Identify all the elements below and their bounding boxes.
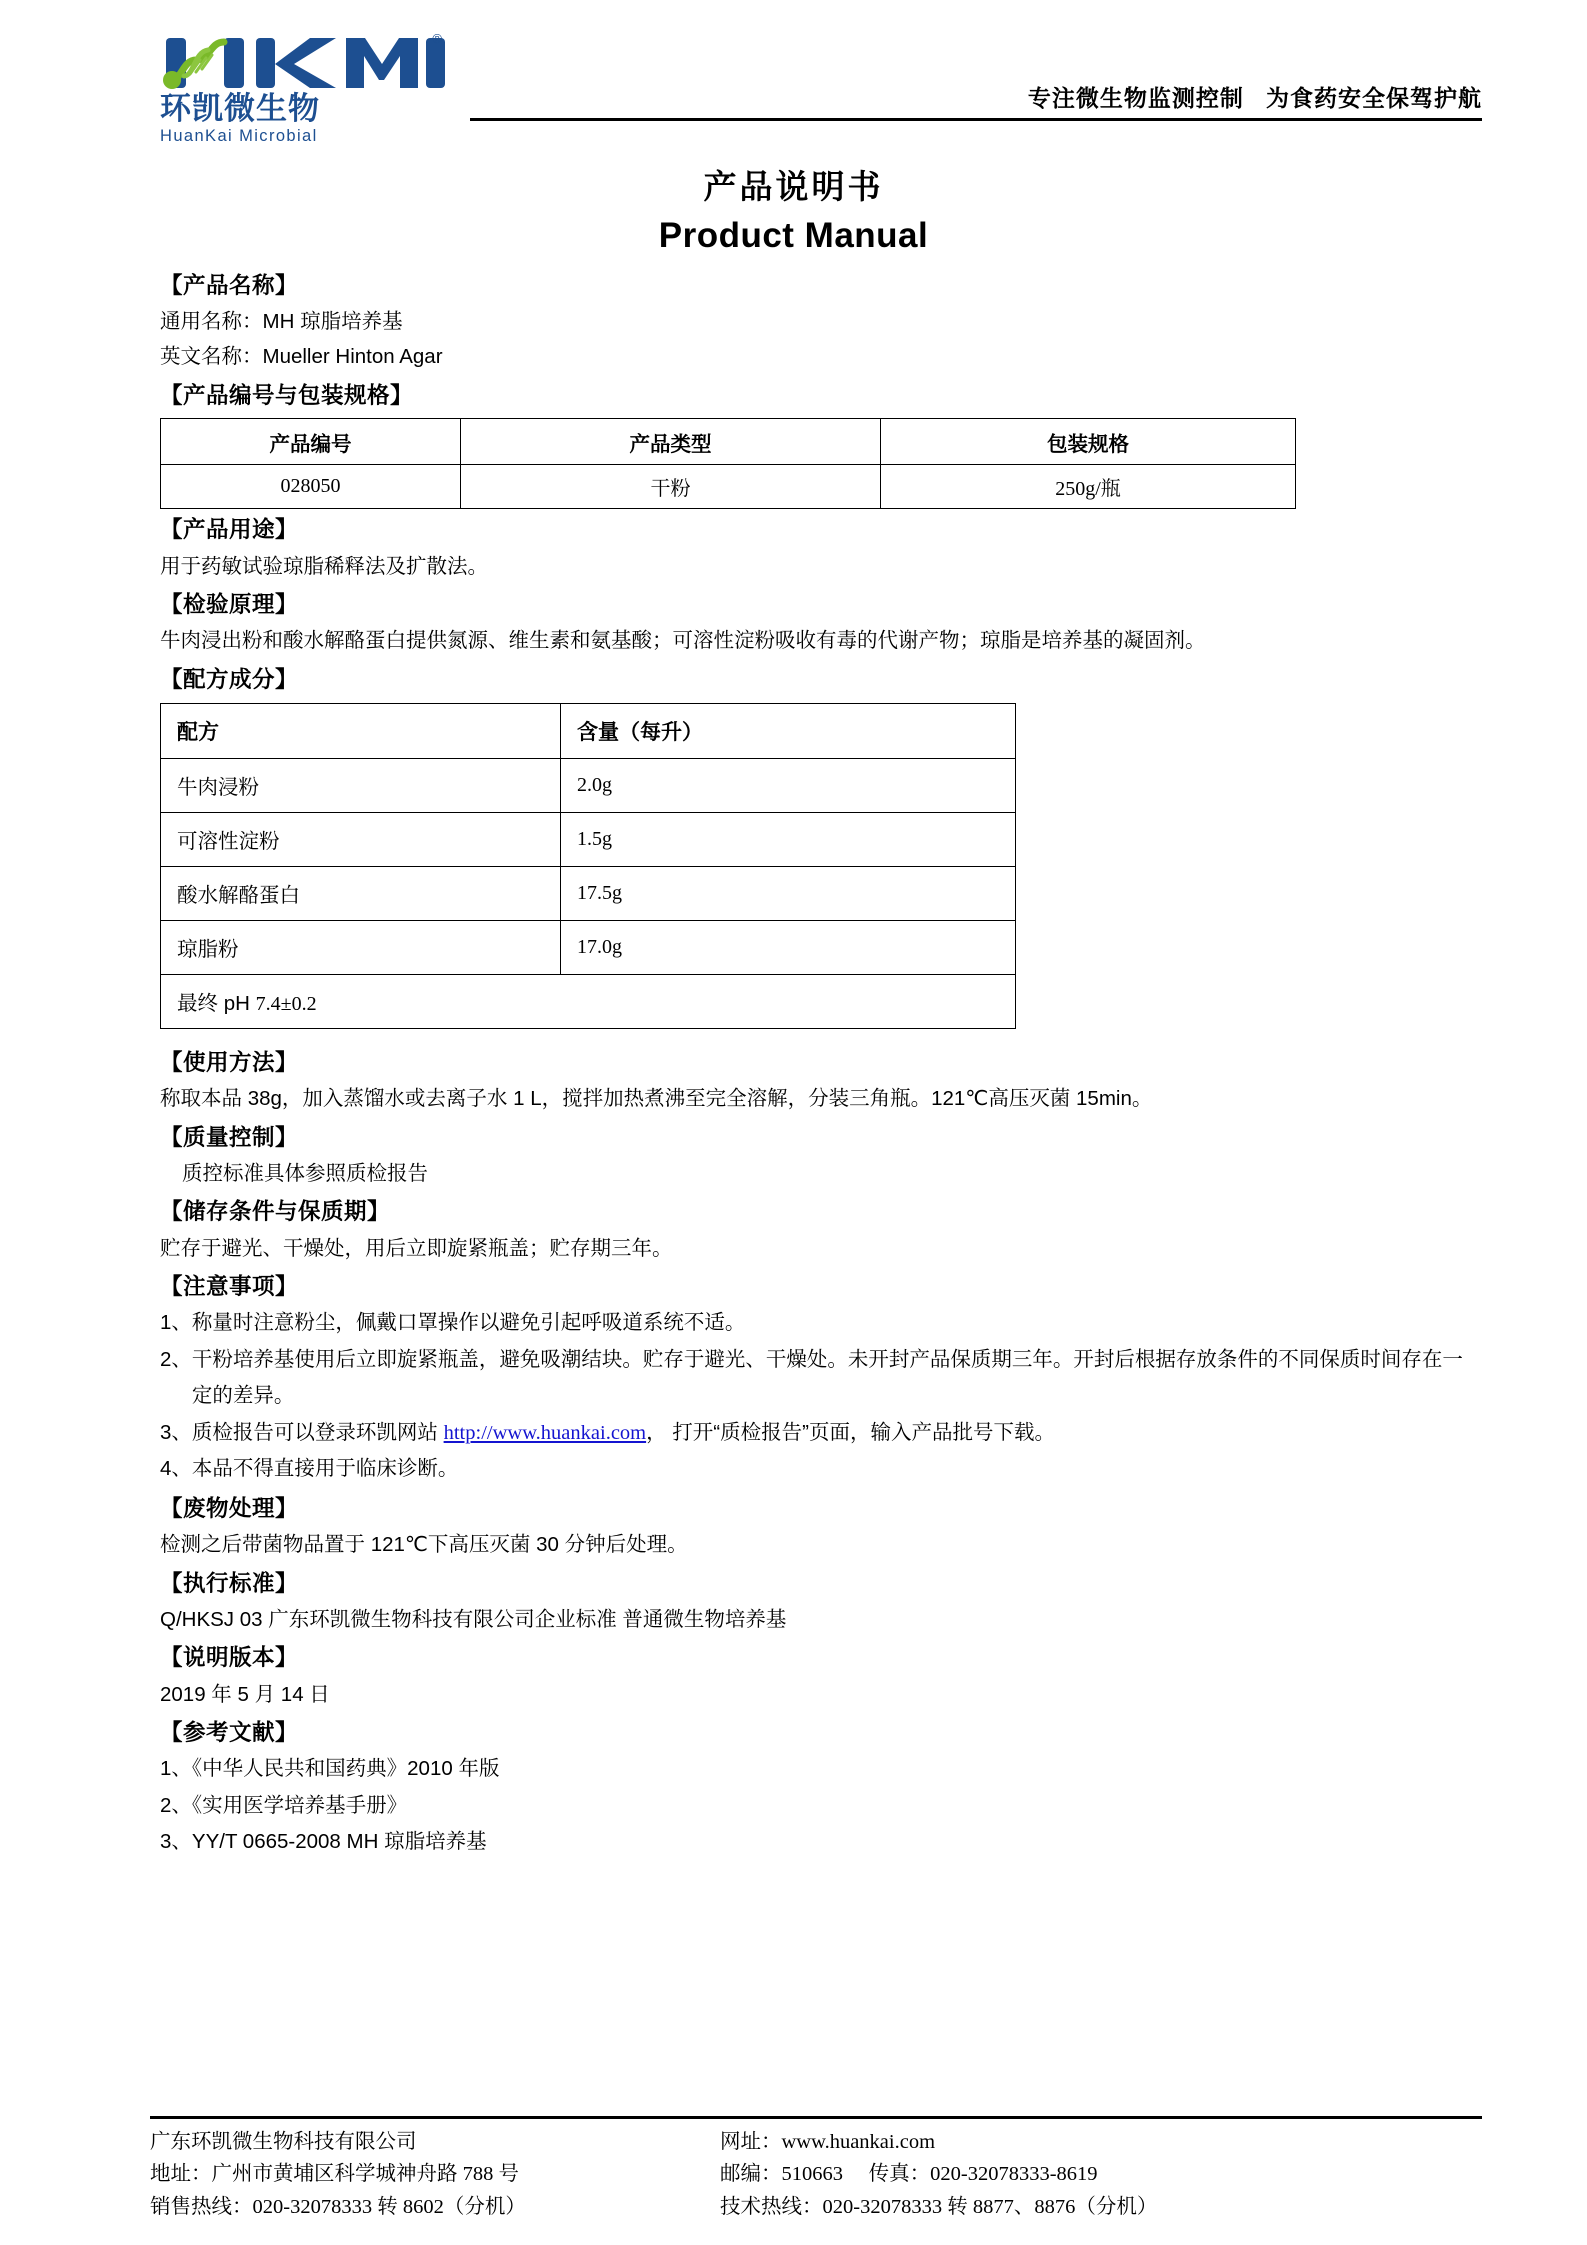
list-item: 2、《实用医学培养基手册》 xyxy=(160,1793,408,1817)
logo-english-name: HuanKai Microbial xyxy=(160,126,318,145)
footer-left-column xyxy=(150,2126,720,2223)
table-row xyxy=(161,465,1296,509)
table-row xyxy=(161,812,1016,866)
spec-cell-type: 干粉 xyxy=(461,465,881,509)
table-header-row xyxy=(161,419,1296,465)
generic-name-line xyxy=(160,304,1482,339)
header-divider xyxy=(470,118,1482,121)
spec-col-header-type: 产品类型 xyxy=(461,419,881,465)
table-row xyxy=(161,866,1016,920)
section-heading-references: 【参考文献】 xyxy=(160,1719,299,1745)
usage-text: 称取本品 38g，加入蒸馏水或去离子水 1 L，搅拌加热煮沸至完全溶解，分装三角瓶。121℃高压灭菌 15min。 xyxy=(160,1087,1153,1111)
formula-cell-name: 牛肉浸粉 xyxy=(161,758,561,812)
formula-cell-name: 酸水解酪蛋白 xyxy=(161,866,561,920)
precaution-number: 3、 xyxy=(160,1420,192,1444)
header-tagline: 专注微生物监测控制 为食药安全保驾护航 xyxy=(1027,85,1482,111)
spec-col-header-code: 产品编号 xyxy=(161,419,461,465)
list-item xyxy=(160,1305,1482,1341)
footer-sales-hotline: 销售热线：020-32078333 转 8602（分机） xyxy=(150,2195,526,2218)
precaution-number: 2、 xyxy=(160,1347,192,1371)
formula-cell-amount: 2.0g xyxy=(561,758,1016,812)
precaution-number: 4、 xyxy=(160,1457,192,1481)
english-name-label: 英文名称： xyxy=(160,345,263,369)
footer-right-column xyxy=(720,2126,1482,2223)
precaution-text-after: ， 打开“质检报告”页面，输入产品批号下载。 xyxy=(646,1420,1055,1444)
standard-text: Q/HKSJ 03 广东环凯微生物科技有限公司企业标准 普通微生物培养基 xyxy=(160,1607,787,1631)
footer-tech-hotline: 技术热线：020-32078333 转 8877、8876（分机） xyxy=(720,2195,1158,2218)
spec-table xyxy=(160,418,1296,509)
formula-cell-amount: 17.5g xyxy=(561,866,1016,920)
list-item: 1、《中华人民共和国药典》2010 年版 xyxy=(160,1757,500,1781)
section-heading-principle: 【检验原理】 xyxy=(160,591,299,617)
list-item xyxy=(160,1342,1482,1415)
footer-columns xyxy=(150,2126,1482,2223)
section-heading-product-name: 【产品名称】 xyxy=(160,272,299,298)
quality-control-text: 质控标准具体参照质检报告 xyxy=(182,1162,428,1186)
formula-table xyxy=(160,703,1016,1029)
table-row xyxy=(161,920,1016,974)
generic-name-label: 通用名称： xyxy=(160,310,263,334)
registered-trademark-icon: ® xyxy=(432,31,442,46)
footer-address: 地址：广州市黄埔区科学城神舟路 788 号 xyxy=(150,2163,519,2186)
english-name-value: Mueller Hinton Agar xyxy=(262,345,443,369)
principle-text: 牛肉浸出粉和酸水解酪蛋白提供氮源、维生素和氨基酸；可溶性淀粉吸收有毒的代谢产物；琼脂是培养基的凝固剂。 xyxy=(160,629,1206,653)
hkm-logo-icon xyxy=(160,30,450,92)
formula-cell-amount: 17.0g xyxy=(561,920,1016,974)
header-tagline-wrap xyxy=(460,22,1482,113)
huankai-website-link[interactable]: http://www.huankai.com xyxy=(443,1421,647,1444)
formula-cell-name: 可溶性淀粉 xyxy=(161,812,561,866)
list-item xyxy=(160,1415,1482,1451)
section-heading-quality-control: 【质量控制】 xyxy=(160,1124,299,1150)
document-content xyxy=(0,259,1587,1861)
formula-ph-label: 最终 pH xyxy=(177,992,256,1016)
page-footer xyxy=(150,2116,1482,2223)
precaution-text: 称量时注意粉尘，佩戴口罩操作以避免引起呼吸道系统不适。 xyxy=(191,1311,746,1335)
english-name-line xyxy=(160,339,1482,374)
section-heading-purpose: 【产品用途】 xyxy=(160,517,299,543)
page-title-en: Product Manual xyxy=(658,215,929,255)
spec-cell-package: 250g/瓶 xyxy=(881,465,1296,509)
formula-col-header-amount: 含量（每升） xyxy=(561,703,1016,758)
company-logo xyxy=(160,30,460,145)
list-item: 3、YY/T 0665-2008 MH 琼脂培养基 xyxy=(160,1830,487,1854)
section-heading-version: 【说明版本】 xyxy=(160,1645,299,1671)
section-heading-precautions: 【注意事项】 xyxy=(160,1274,299,1299)
footer-postcode-fax: 邮编：510663 传真：020-32078333-8619 xyxy=(720,2163,1098,2186)
hkm-wordmark-icon xyxy=(160,30,450,92)
page-header xyxy=(0,0,1587,150)
section-heading-formula: 【配方成分】 xyxy=(160,666,299,692)
spec-col-header-package: 包装规格 xyxy=(881,419,1296,465)
section-heading-spec: 【产品编号与包装规格】 xyxy=(160,382,414,408)
formula-ph-cell xyxy=(161,974,1016,1028)
document-title-block xyxy=(0,162,1587,259)
section-heading-standard: 【执行标准】 xyxy=(160,1570,299,1596)
precaution-text: 本品不得直接用于临床诊断。 xyxy=(191,1457,459,1481)
spec-cell-code: 028050 xyxy=(161,465,461,509)
precaution-number: 1、 xyxy=(160,1311,192,1335)
footer-divider xyxy=(150,2116,1482,2119)
section-heading-storage: 【储存条件与保质期】 xyxy=(160,1199,391,1225)
section-heading-waste: 【废物处理】 xyxy=(160,1495,299,1521)
formula-ph-value: 7.4±0.2 xyxy=(255,993,317,1016)
section-heading-usage: 【使用方法】 xyxy=(160,1049,299,1075)
formula-col-header-name: 配方 xyxy=(161,703,561,758)
generic-name-value: MH 琼脂培养基 xyxy=(262,310,403,334)
waste-text: 检测之后带菌物品置于 121℃下高压灭菌 30 分钟后处理。 xyxy=(160,1533,688,1557)
footer-company-name: 广东环凯微生物科技有限公司 xyxy=(150,2130,417,2153)
table-row xyxy=(161,758,1016,812)
table-header-row xyxy=(161,703,1016,758)
storage-text: 贮存于避光、干燥处，用后立即旋紧瓶盖；贮存期三年。 xyxy=(160,1236,673,1260)
list-item xyxy=(160,1451,1482,1487)
logo-chinese-name: 环凯微生物 xyxy=(160,91,320,126)
precaution-text: 干粉培养基使用后立即旋紧瓶盖，避免吸潮结块。贮存于避光、干燥处。未开封产品保质期三年。开封后根据存放条件的不同保质时间存在一定的差异。 xyxy=(191,1347,1463,1408)
purpose-text: 用于药敏试验琼脂稀释法及扩散法。 xyxy=(160,554,488,578)
page-title-cn: 产品说明书 xyxy=(703,168,884,205)
version-text: 2019 年 5 月 14 日 xyxy=(160,1682,330,1706)
formula-cell-amount: 1.5g xyxy=(561,812,1016,866)
precaution-text-before: 质检报告可以登录环凯网站 xyxy=(191,1420,444,1444)
footer-website: 网址：www.huankai.com xyxy=(720,2130,936,2153)
table-row-ph xyxy=(161,974,1016,1028)
formula-cell-name: 琼脂粉 xyxy=(161,920,561,974)
